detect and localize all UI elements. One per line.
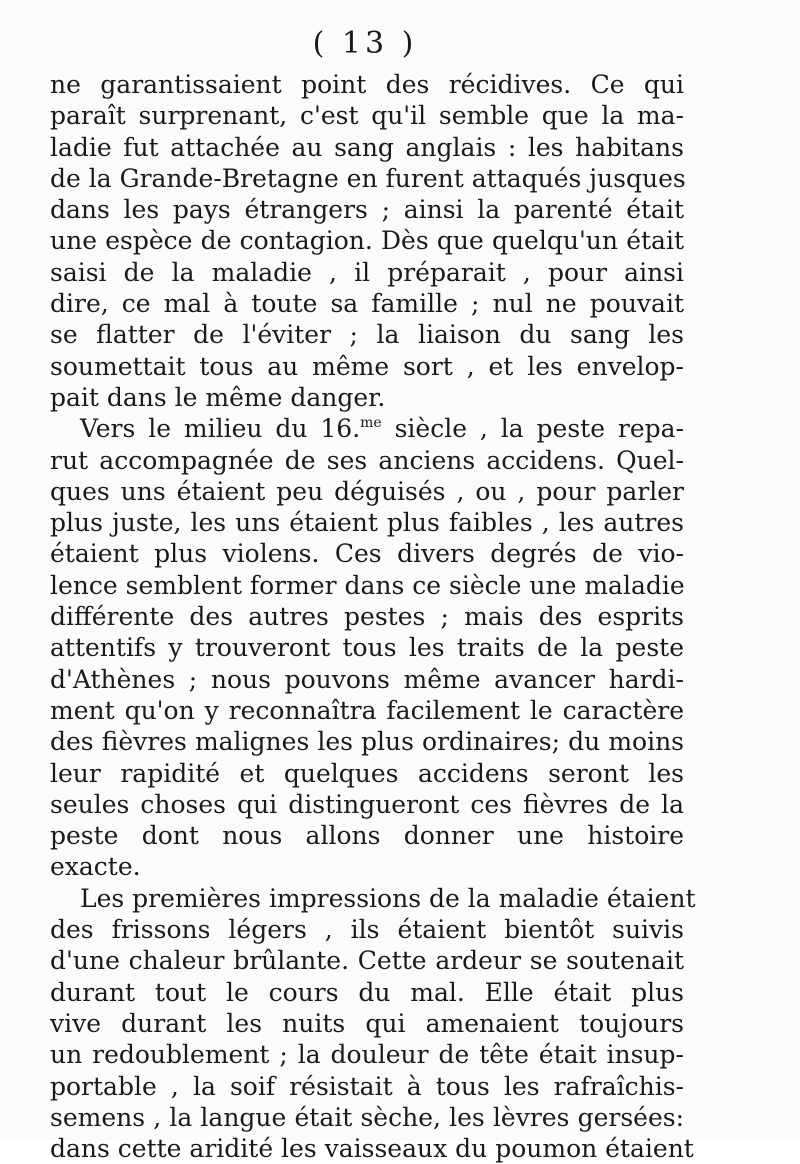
text-line: Les premières impressions de la maladie étaient (80, 883, 696, 913)
page-number: ( 13 ) (312, 26, 418, 61)
text-line: pait dans le même danger. (50, 382, 386, 412)
text-line: dans cette aridité les vaisseaux du poumon étaient (50, 1134, 694, 1164)
text-line (50, 413, 684, 444)
text-line: lence semblent former dans ce siècle une maladie (50, 570, 685, 600)
text-line: peste dont nous allons donner une histoire (50, 821, 684, 851)
body-text (50, 69, 696, 1164)
text-line: portable , la soif résistait à tous les rafraîchis- (50, 1071, 684, 1101)
text-line: se flatter de l'éviter ; la liaison du sang les (50, 320, 684, 350)
text-line: exacte. (50, 852, 141, 882)
text-line: ladie fut attachée au sang anglais : les habitans (50, 132, 684, 162)
text-line: semens , la langue était sèche, les lèvres gersées: (50, 1102, 684, 1132)
text-line: de la Grande-Bretagne en furent attaqués jusques (50, 163, 686, 193)
superscript: me (360, 415, 382, 432)
text-line: vive durant les nuits qui amenaient toujours (50, 1008, 684, 1038)
text-line: paraît surprenant, c'est qu'il semble que la ma- (50, 101, 684, 131)
text-line: étaient plus violens. Ces divers degrés de vio- (50, 539, 684, 569)
text-line: attentifs y trouveront tous les traits de la peste (50, 633, 684, 663)
paragraph (50, 413, 684, 882)
text-line: ne garantissaient point des récidives. Ce qui (50, 70, 684, 99)
text-line: durant tout le cours du mal. Elle était plus (50, 977, 684, 1007)
text-line: d'une chaleur brûlante. Cette ardeur se soutenait (50, 946, 684, 976)
text-line: des fièvres malignes les plus ordinaires; du moins (50, 727, 684, 757)
text-line: plus juste, les uns étaient plus faibles , les autres (50, 508, 684, 538)
text-line: une espèce de contagion. Dès que quelqu'un était (50, 226, 684, 256)
text-line: d'Athènes ; nous pouvons même avancer hardi- (50, 664, 684, 694)
text-line: leur rapidité et quelques accidens seront les (50, 758, 684, 788)
text-line: des frissons légers , ils étaient bientôt suivis (50, 915, 684, 945)
text-line: un redoublement ; la douleur de tête était insup- (50, 1040, 684, 1070)
paragraph (50, 883, 696, 1164)
text-run: Vers le milieu du 16. (80, 414, 361, 444)
text-line: ques uns étaient peu déguisés , ou , pour parler (50, 476, 684, 506)
text-line: différente des autres pestes ; mais des esprits (50, 602, 684, 632)
paragraph (50, 69, 684, 413)
text-run: siècle , la peste repa- (381, 414, 684, 444)
text-line: ment qu'on y reconnaîtra facilement le caractère (50, 695, 684, 725)
text-line: saisi de la maladie , il préparait , pour ainsi (50, 257, 684, 287)
text-line: soumettait tous au même sort , et les envelop- (50, 351, 684, 381)
text-line: dire, ce mal à toute sa famille ; nul ne pouvait (50, 289, 684, 319)
text-line: dans les pays étrangers ; ainsi la parenté était (50, 195, 684, 225)
text-line: rut accompagnée de ses anciens accidens. Quel- (50, 445, 684, 475)
text-line: seules choses qui distingueront ces fièvres de la (50, 789, 684, 819)
